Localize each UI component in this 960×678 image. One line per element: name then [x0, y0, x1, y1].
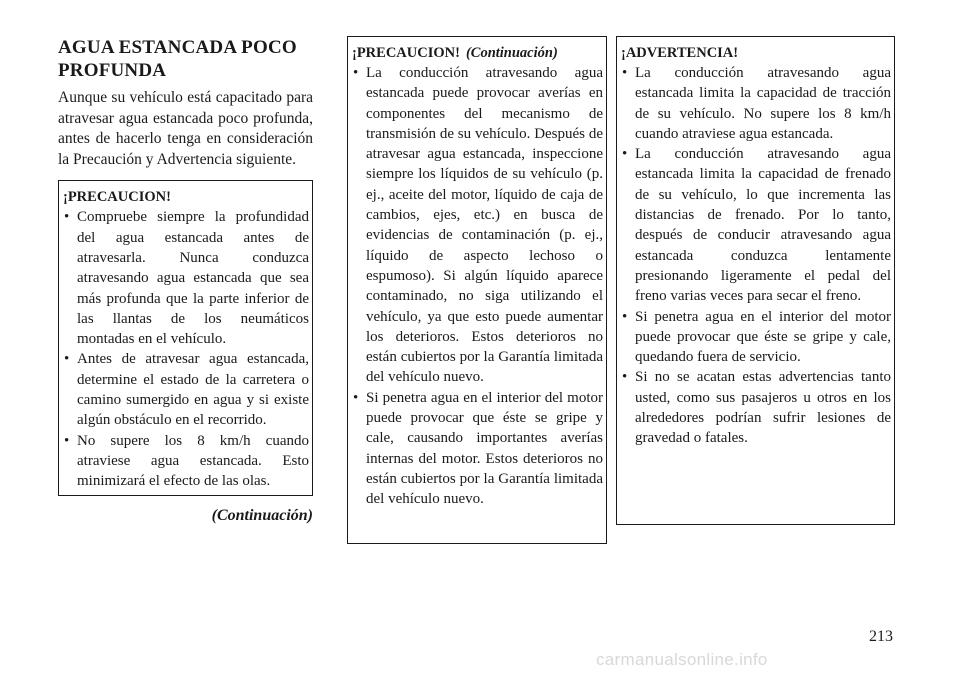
middle-column	[347, 36, 607, 544]
right-column	[616, 36, 895, 525]
watermark: carmanualsonline.info	[596, 650, 768, 669]
warning-title: ¡ADVERTENCIA!	[621, 45, 739, 61]
caution-list	[63, 207, 309, 491]
list-item: • La conducción atravesando agua estancada puede provocar averías en componentes del mecanismo de transmisión de su vehículo. Después de atravesar agua estancada, inspeccione siempre los líquidos de su vehículo (p. ej., aceite del motor, líquido de caja de cambios, ejes, etc.) en busca de evidencias de contaminación (p. ej., líquido de aspecto lechoso o espumoso). Si algún líquido aparece contaminado, no siga utilizando el vehículo, ya que esto puede aumentar los deterioros. Estos deterioros no están cubiertos por la Garantía limitada del vehículo nuevo.	[352, 63, 603, 388]
list-item: • Si penetra agua en el interior del motor puede provocar que éste se gripe y cale, causando importantes averías internas del motor. Estos deterioros no están cubiertos por la Garantía limitada del vehículo nuevo.	[352, 388, 603, 510]
left-column	[58, 36, 313, 496]
list-item: • La conducción atravesando agua estancada limita la capacidad de tracción de su vehículo. No supere los 8 km/h cuando atraviese agua estancada.	[621, 63, 891, 144]
list-item: • Antes de atravesar agua estancada, determine el estado de la carretera o camino sumergido en agua y si existe algún obstáculo en el recorrido.	[63, 349, 309, 430]
caution-title: ¡PRECAUCION!	[352, 45, 460, 61]
caution-list	[352, 63, 603, 510]
list-item: • La conducción atravesando agua estancada limita la capacidad de frenado de su vehículo, lo que incrementa las distancias de frenado. Por lo tanto, después de conducir atravesando agua estancada conduzca lentamente presionando ligeramente el pedal del freno varias veces para secar el freno.	[621, 144, 891, 306]
warning-box	[616, 36, 895, 525]
list-item: • Si no se acatan estas advertencias tanto usted, como sus pasajeros u otros en los alrededores podrían sufrir lesiones de gravedad o fatales.	[621, 367, 891, 448]
warning-list	[621, 63, 891, 449]
caution-title: ¡PRECAUCION!	[63, 189, 171, 206]
list-item: • Compruebe siempre la profundidad del agua estancada antes de atravesarla. Nunca conduzca atravesando agua estancada que sea más profunda que la parte inferior de las llantas de los neumáticos montadas en el vehículo.	[63, 207, 309, 349]
section-heading: AGUA ESTANCADA POCO PROFUNDA	[58, 37, 297, 81]
continued-label: (Continuación)	[211, 507, 313, 524]
caution-box	[58, 180, 313, 496]
list-item: • Si penetra agua en el interior del motor puede provocar que éste se gripe y cale, quedando fuera de servicio.	[621, 307, 891, 368]
page-number: 213	[869, 628, 893, 645]
continued-label: (Continuación)	[465, 45, 558, 61]
list-item: • No supere los 8 km/h cuando atraviese agua estancada. Esto minimizará el efecto de las olas.	[63, 431, 309, 492]
caution-continued-box	[347, 36, 607, 544]
intro-paragraph: Aunque su vehículo está capacitado para atravesar agua estancada poco profunda, antes de hacerlo tenga en consideración la Precaución y Advertencia siguiente.	[58, 89, 313, 168]
caution-continued-title	[352, 43, 603, 63]
